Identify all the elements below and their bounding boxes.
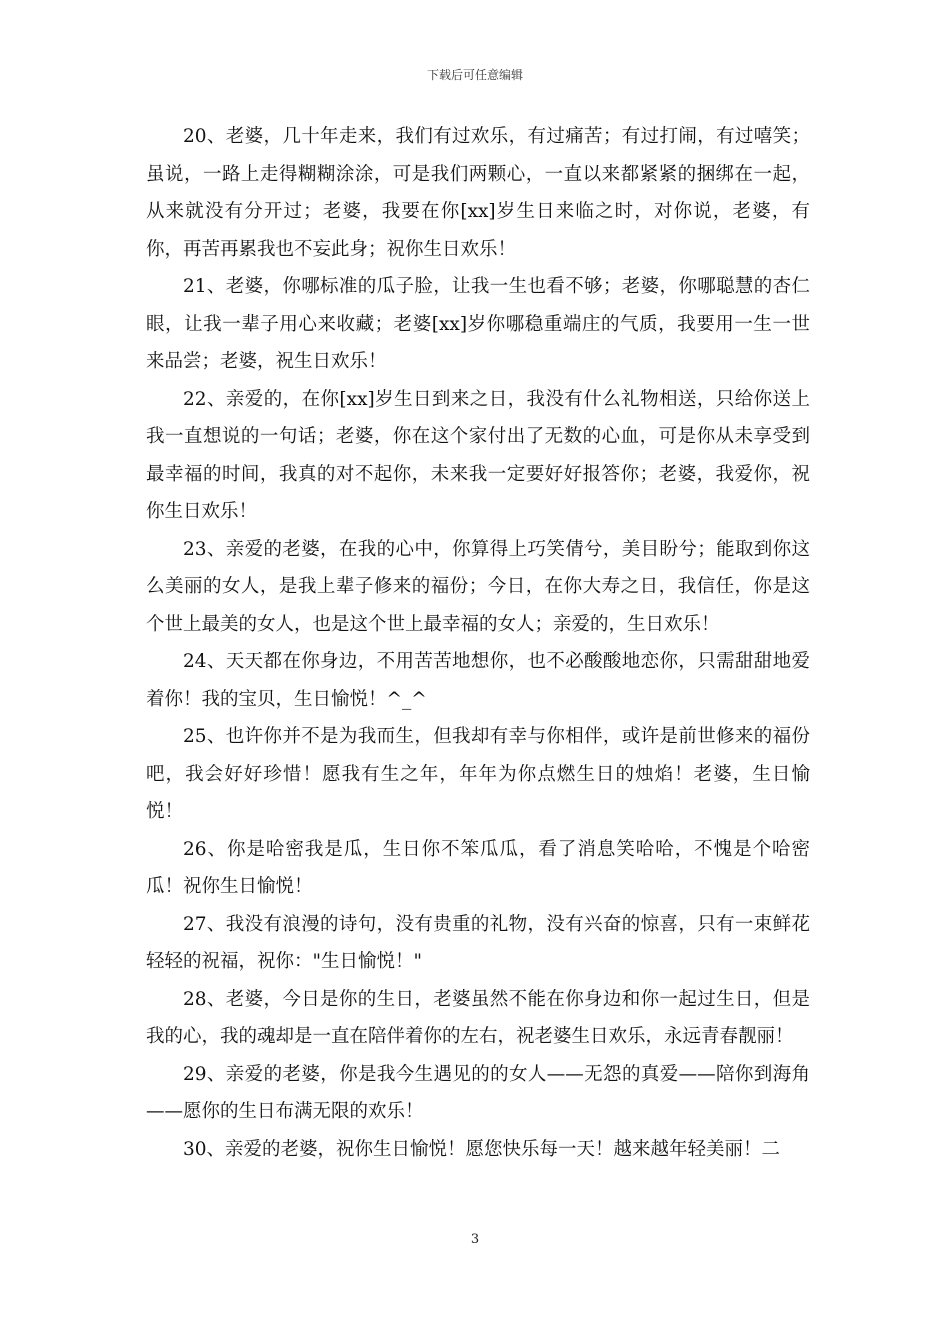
paragraph-25: 25、也许你并不是为我而生，但我却有幸与你相伴，或许是前世修来的福份吧，我会好好珍惜！愿我有生之年，年年为你点燃生日的烛焰！老婆，生日愉悦！	[146, 726, 810, 822]
paragraph-21: 21、老婆，你哪标准的瓜子脸，让我一生也看不够；老婆，你哪聪慧的杏仁眼，让我一辈子用心来收藏；老婆[xx]岁你哪稳重端庄的气质，我要用一生一世来品尝；老婆，祝生日欢乐！	[146, 276, 810, 372]
paragraph-28: 28、老婆，今日是你的生日，老婆虽然不能在你身边和你一起过生日，但是我的心，我的魂却是一直在陪伴着你的左右，祝老婆生日欢乐，永远青春靓丽！	[146, 988, 810, 1047]
document-body	[146, 118, 810, 1168]
paragraph-30: 30、亲爱的老婆，祝你生日愉悦！愿您快乐每一天！越来越年轻美丽！二	[183, 1138, 781, 1160]
paragraph-20: 20、老婆，几十年走来，我们有过欢乐，有过痛苦；有过打闹，有过嘻笑；虽说，一路上走得糊糊涂涂，可是我们两颗心，一直以来都紧紧的捆绑在一起，从来就没有分开过；老婆，我要在你[xx]岁生日来临之时，对你说，老婆，有你，再苦再累我也不妄此身；祝你生日欢乐！	[146, 126, 810, 260]
paragraph-23: 23、亲爱的老婆，在我的心中，你算得上巧笑倩兮，美目盼兮；能取到你这么美丽的女人，是我上辈子修来的福份；今日，在你大寿之日，我信任，你是这个世上最美的女人，也是这个世上最幸福的女人；亲爱的，生日欢乐！	[146, 538, 810, 635]
page-header: 下载后可任意编辑	[426, 68, 523, 82]
paragraph-22: 22、亲爱的，在你[xx]岁生日到来之日，我没有什么礼物相送，只给你送上我一直想说的一句话；老婆，你在这个家付出了无数的心血，可是你从未享受到最幸福的时间，我真的对不起你，未来我一定要好好报答你；老婆，我爱你，祝你生日欢乐！	[146, 388, 810, 522]
paragraph-24: 24、天天都在你身边，不用苦苦地想你，也不必酸酸地恋你，只需甜甜地爱着你！我的宝贝，生日愉悦！^_^	[146, 651, 810, 710]
paragraph-27: 27、我没有浪漫的诗句，没有贵重的礼物，没有兴奋的惊喜，只有一束鲜花轻轻的祝福，祝你："生日愉悦！"	[146, 913, 810, 972]
paragraph-29: 29、亲爱的老婆，你是我今生遇见的的女人——无怨的真爱——陪你到海角——愿你的生日布满无限的欢乐！	[146, 1063, 810, 1122]
paragraph-26: 26、你是哈密我是瓜，生日你不笨瓜瓜，看了消息笑哈哈，不愧是个哈密瓜！祝你生日愉悦！	[146, 838, 810, 897]
page-number: 3	[470, 1232, 480, 1247]
